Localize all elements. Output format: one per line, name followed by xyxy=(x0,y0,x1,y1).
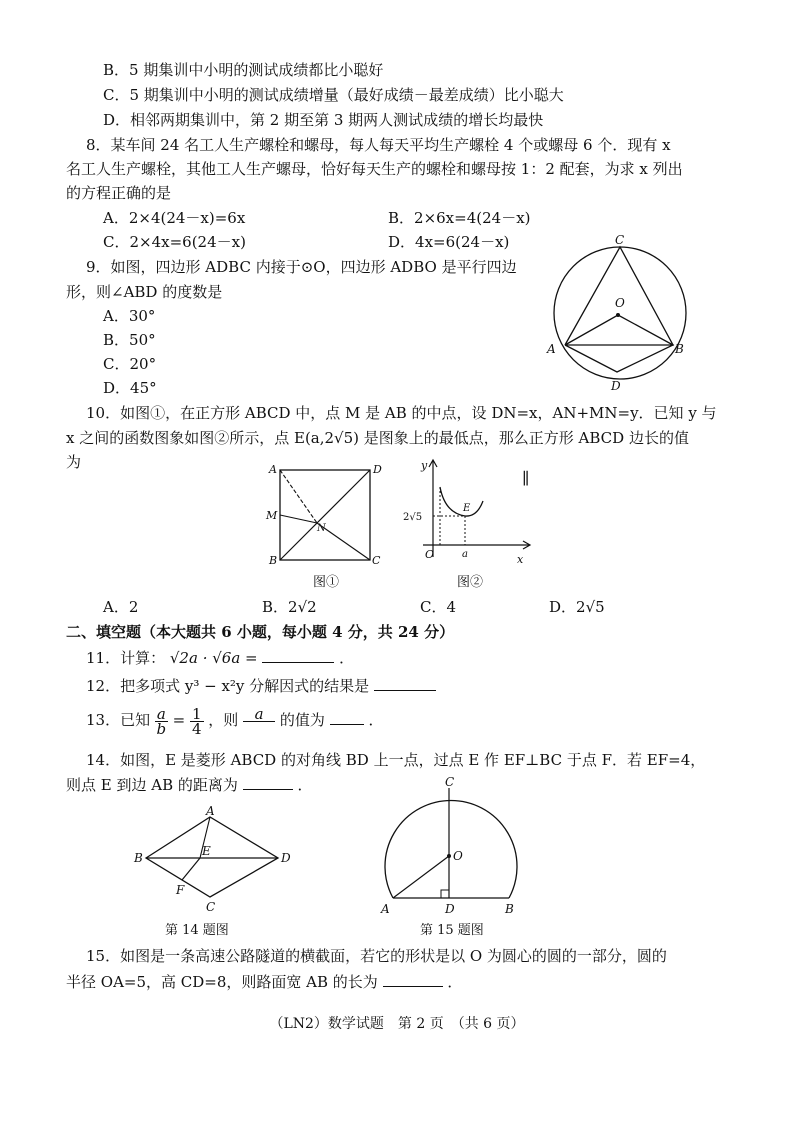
q11-expr: √2a · √6a = xyxy=(169,649,258,667)
q14-line2 xyxy=(66,773,312,796)
q15-label-b: B xyxy=(505,902,514,916)
q14-figure xyxy=(132,805,302,915)
q13-val-den: 4 xyxy=(191,719,202,738)
q9-label-d: D xyxy=(611,379,621,393)
q15-right-angle-mark xyxy=(441,890,449,898)
q14-segment-ef xyxy=(182,858,200,880)
q9-label-b: B xyxy=(675,342,684,356)
q10-diagonal-bd xyxy=(280,470,370,560)
q9-option-c: C．20° xyxy=(103,355,157,373)
q9-option-a: A．30° xyxy=(103,307,156,325)
q15-answer-blank[interactable] xyxy=(383,970,443,987)
q14-line2-text: 则点 E 到边 AB 的距离为 xyxy=(66,776,238,794)
q15-end: ． xyxy=(447,973,463,991)
q10-curve xyxy=(440,487,483,516)
q11 xyxy=(86,646,354,669)
q7-option-b: B．5 期集训中小明的测试成绩都比小聪好 xyxy=(103,61,384,79)
q9-quad-adbo xyxy=(565,315,673,372)
q9-label-a: A xyxy=(547,342,556,356)
q10-option-c: C．4 xyxy=(420,598,457,616)
q9-circle xyxy=(554,247,686,379)
q13-end: ． xyxy=(368,711,384,729)
q14-label-c: C xyxy=(206,900,216,914)
q15-label-a: A xyxy=(381,902,390,916)
q10-fig1-label-d: D xyxy=(373,463,382,476)
q10-fig1-label-a: A xyxy=(269,463,277,476)
q12-answer-blank[interactable] xyxy=(374,674,436,691)
q8-option-b: B．2×6x=4(24－x) xyxy=(388,209,531,227)
q13-eq: = xyxy=(172,711,186,729)
q13-frac-num: a xyxy=(156,704,166,723)
q12 xyxy=(86,674,436,697)
q14-line1: 14．如图，E 是菱形 ABCD 的对角线 BD 上一点，过点 E 作 EF⊥BC 于点 F．若 EF=4， xyxy=(86,751,706,769)
q9-figure xyxy=(545,233,695,393)
q15-line1: 15．如图是一条高速公路隧道的横截面，若它的形状是以 O 为圆心的圆的一部分，圆的 xyxy=(86,947,667,965)
q10-fig2-label-e: E xyxy=(463,503,471,514)
q13-frac-den: b xyxy=(156,719,167,738)
q13-val-num: 1 xyxy=(191,704,202,723)
q10-option-b: B．2√2 xyxy=(262,598,317,616)
q13-suffix: 的值为 xyxy=(279,711,325,729)
q10-fig2-label-ymin: 2√5 xyxy=(403,512,423,523)
q10-segment-mn xyxy=(280,515,317,523)
q10-option-d: D．2√5 xyxy=(549,598,605,616)
q10-fig2-caption: 图② xyxy=(457,575,484,590)
q8-line1: 8．某车间 24 名工人生产螺栓和螺母，每人每天平均生产螺栓 4 个或螺母 6 个．现有 x xyxy=(86,136,671,154)
q13 xyxy=(86,700,383,740)
q14-answer-blank[interactable] xyxy=(243,773,293,790)
q10-line1: 10．如图①，在正方形 ABCD 中，点 M 是 AB 的中点，设 DN=x，AN+MN=y．已知 y 与 xyxy=(86,404,717,422)
q10-fig1-label-b: B xyxy=(269,554,278,567)
q9-option-d: D．45° xyxy=(103,379,157,397)
q15-line2-text: 半径 OA=5，高 CD=8，则路面宽 AB 的长为 xyxy=(66,973,378,991)
q13-answer-blank[interactable] xyxy=(330,708,364,725)
q8-option-d: D．4x=6(24－x) xyxy=(388,233,510,251)
q13-fraction-value xyxy=(190,704,204,738)
q15-caption: 第 15 题图 xyxy=(420,923,484,938)
q13-fraction-ab xyxy=(155,704,168,738)
q8-line3: 的方程正确的是 xyxy=(66,184,172,202)
q10-fig1-label-m: M xyxy=(266,509,278,522)
q11-suffix: ． xyxy=(339,649,355,667)
q15-arc xyxy=(385,801,517,898)
q10-fig2-label-x: x xyxy=(517,553,524,566)
q9-label-c: C xyxy=(615,233,625,247)
q10-fig1-label-c: C xyxy=(372,554,381,567)
q14-label-f: F xyxy=(176,883,185,897)
q14-label-e: E xyxy=(202,844,211,858)
q13-prefix: 13．已知 xyxy=(86,711,151,729)
q10-stray-mark: ∥ xyxy=(522,469,530,488)
q10-fig2-label-o: O xyxy=(425,548,435,561)
q13-mid: ，则 xyxy=(208,711,239,729)
q15-line2 xyxy=(66,970,462,993)
q14-label-d: D xyxy=(281,851,291,865)
q10-line2: x 之间的函数图象如图②所示，点 E(a,2√5) 是图象上的最低点，那么正方形 ABCD 边长的值 xyxy=(66,429,689,447)
q8-option-a: A．2×4(24－x)=6x xyxy=(103,209,246,227)
q14-label-b: B xyxy=(134,851,143,865)
q11-prefix: 11．计算： xyxy=(86,649,166,667)
q10-fig2-label-y: y xyxy=(421,459,428,472)
q8-option-c: C．2×4x=6(24－x) xyxy=(103,233,246,251)
q11-answer-blank[interactable] xyxy=(262,646,334,663)
q7-option-d: D．相邻两期集训中，第 2 期至第 3 期两人测试成绩的增长均最快 xyxy=(103,111,544,129)
q13-fraction-question xyxy=(243,704,275,736)
q10-fig1-label-n: N xyxy=(317,523,326,534)
q12-prefix: 12．把多项式 y³ − x²y 分解因式的结果是 xyxy=(86,677,370,695)
q7-option-c: C．5 期集训中小明的测试成绩增量（最好成绩－最差成绩）比小聪大 xyxy=(103,86,564,104)
q14-rhombus xyxy=(146,817,278,897)
page-footer: （LN2）数学试题 第 2 页 （共 6 页） xyxy=(269,1016,525,1032)
q9-line2: 形，则∠ABD 的度数是 xyxy=(66,283,223,301)
q10-option-a: A．2 xyxy=(103,598,139,616)
q9-label-o: O xyxy=(615,296,625,310)
q15-center-dot xyxy=(447,854,451,858)
q13-q-num: a xyxy=(243,707,275,722)
q15-label-d: D xyxy=(445,902,455,916)
q10-fig2-label-a: a xyxy=(462,549,468,560)
q14-caption: 第 14 题图 xyxy=(165,923,229,938)
q15-label-o: O xyxy=(453,849,463,863)
q15-figure xyxy=(375,775,535,918)
q10-line3: 为 xyxy=(66,453,82,471)
q10-segment-an xyxy=(280,470,317,523)
q9-option-b: B．50° xyxy=(103,331,156,349)
section2-title: 二、填空题（本大题共 6 小题，每小题 4 分，共 24 分） xyxy=(66,623,455,641)
q10-figure-1 xyxy=(265,465,385,565)
q9-center-dot xyxy=(616,313,620,317)
q10-fig1-caption: 图① xyxy=(313,575,340,590)
q15-label-c: C xyxy=(445,775,455,789)
q8-line2: 名工人生产螺栓，其他工人生产螺母，恰好每天生产的螺栓和螺母按 1：2 配套，为求 x 列出 xyxy=(66,160,683,178)
q14-label-a: A xyxy=(206,804,215,818)
q9-line1: 9．如图，四边形 ADBC 内接于⊙O，四边形 ADBO 是平行四边 xyxy=(86,258,517,276)
q14-end: ． xyxy=(297,776,313,794)
